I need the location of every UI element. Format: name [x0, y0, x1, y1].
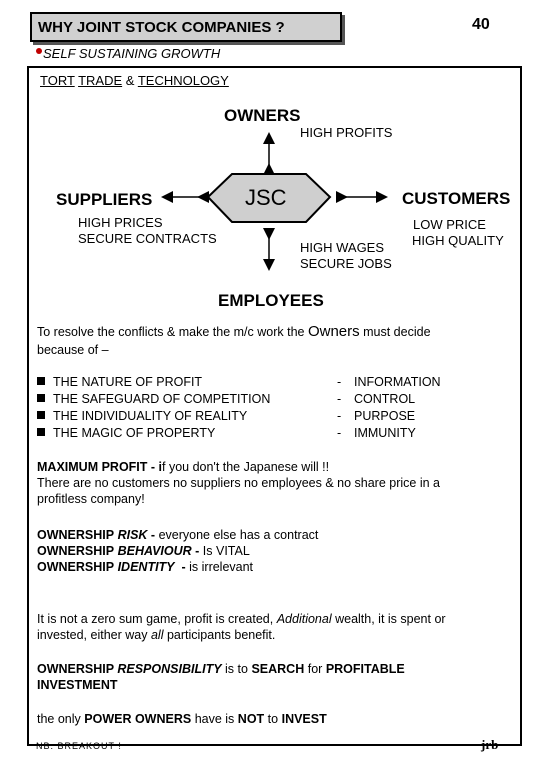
list-item: - IMMUNITY: [337, 426, 416, 440]
topline-amp: &: [125, 73, 135, 88]
ownership-behaviour: OWNERSHIP BEHAVIOUR - Is VITAL: [37, 544, 250, 558]
zero-sum-block: It is not a zero sum game, profit is created, Additional wealth, it is spent or invested, either way all participants benefit.: [37, 612, 446, 642]
footer-note: NB. BREAKOUT !: [36, 741, 122, 751]
list-item: THE MAGIC OF PROPERTY: [37, 425, 270, 442]
responsibility-block: OWNERSHIP RESPONSIBILITY is to SEARCH for PROFITABLE INVESTMENT: [37, 662, 405, 692]
jsc-label: JSC: [245, 185, 287, 210]
list-item: - INFORMATION: [337, 375, 441, 389]
owners-label: OWNERS: [224, 106, 301, 125]
customers-sub-2: HIGH QUALITY: [412, 233, 504, 248]
list-item: - CONTROL: [337, 392, 416, 406]
suppliers-label: SUPPLIERS: [56, 190, 153, 209]
max-profit-rest: f you don't the Japanese will !!: [162, 460, 330, 474]
employees-label: EMPLOYEES: [218, 291, 324, 310]
employees-sub-1: HIGH WAGES: [300, 240, 385, 255]
suppliers-sub-2: SECURE CONTRACTS: [78, 231, 217, 246]
square-bullet-icon: [37, 377, 45, 385]
resolve-text-a: To resolve the conflicts & make the m/c work the: [37, 325, 305, 339]
ownership-risk: OWNERSHIP RISK - everyone else has a contract: [37, 528, 319, 542]
ownership-block: [37, 527, 318, 575]
suppliers-sub-1: HIGH PRICES: [78, 215, 163, 230]
page-number: 40: [472, 16, 490, 33]
resolve-line-1: [37, 324, 431, 340]
topline-technology: TECHNOLOGY: [137, 73, 229, 88]
customers-sub-1: LOW PRICE: [413, 217, 486, 232]
resolve-owners: Owners: [307, 323, 360, 340]
page-title: WHY JOINT STOCK COMPANIES ?: [38, 19, 285, 36]
owners-sub: HIGH PROFITS: [300, 125, 393, 140]
list-item: THE INDIVIDUALITY OF REALITY: [37, 408, 270, 425]
max-profit-bold: MAXIMUM PROFIT - i: [37, 460, 162, 474]
max-profit-line-2: There are no customers no suppliers no employees & no share price in a: [37, 476, 440, 490]
list-item: - PURPOSE: [337, 409, 416, 423]
square-bullet-icon: [37, 394, 45, 402]
max-profit-line-3: profitless company!: [37, 492, 145, 506]
square-bullet-icon: [37, 428, 45, 436]
list-item: THE NATURE OF PROFIT: [37, 374, 270, 391]
right-list: [337, 374, 441, 442]
footer-initials: jrb: [481, 737, 499, 752]
topline-tort: TORT: [40, 73, 75, 88]
employees-sub-2: SECURE JOBS: [300, 256, 392, 271]
power-line: the only POWER OWNERS have is NOT to INVEST: [37, 712, 327, 726]
left-list: [37, 374, 270, 442]
square-bullet-icon: [37, 411, 45, 419]
ownership-identity: OWNERSHIP IDENTITY - is irrelevant: [37, 560, 254, 574]
topline-trade: TRADE: [78, 73, 123, 88]
subtitle: SELF SUSTAINING GROWTH: [43, 46, 221, 61]
list-item: THE SAFEGUARD OF COMPETITION: [37, 391, 270, 408]
customers-label: CUSTOMERS: [402, 189, 511, 208]
resolve-line-2: because of –: [37, 343, 109, 357]
resolve-text-c: must decide: [363, 325, 431, 339]
max-profit-block: [37, 459, 507, 507]
